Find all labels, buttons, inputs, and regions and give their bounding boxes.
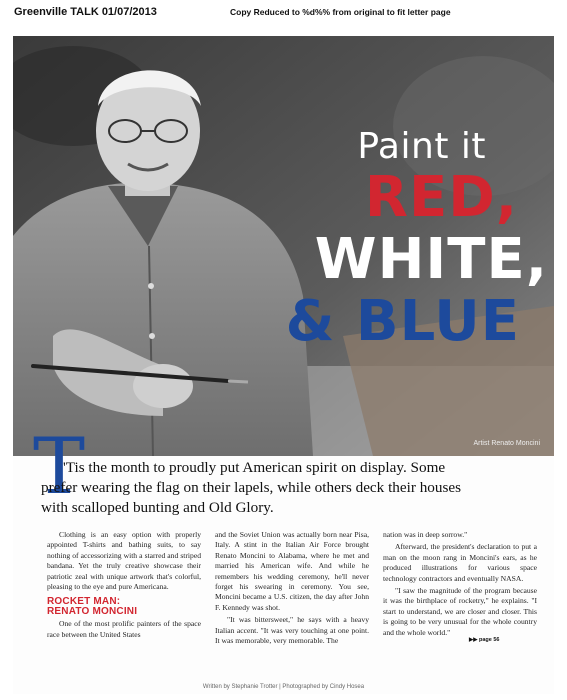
paragraph: Afterward, the president's declaration to put a man on the moon rang in Moncini's ears, as he produced illustrations for various space technology contractors and eventually NASA. — [383, 542, 537, 583]
headline-white: WHITE, — [314, 227, 548, 292]
copy-note: Copy Reduced to %d%% from original to fit letter page — [230, 7, 451, 17]
hero-photo — [13, 36, 554, 456]
continued-link[interactable]: ▶▶ page 56 — [469, 637, 500, 643]
subheading-line: RENATO MONCINI — [47, 606, 138, 618]
headline-red: RED, — [364, 165, 518, 230]
paragraph: and the Soviet Union was actually born near Pisa, Italy. A stint in the Italian Air Force brought Renato Moncini to Alabama, where he met and married his American wife. And while he remembers his wedding ceremony, he'll never forget his swearing in ceremony. You see, Moncini became a U.S. citizen, the day after John F. Kennedy was shot. — [215, 530, 369, 612]
column-2 — [215, 530, 369, 648]
headline — [203, 126, 548, 353]
page-header — [0, 6, 567, 22]
paragraph: "I saw the magnitude of the program because it was the birthplace of rocketry," he explains. "I start to understand, we are closer and closer. This is going to be very unusual for the whole country and the whole world." — [383, 586, 537, 637]
drop-cap: T — [33, 422, 86, 512]
byline-credit: Written by Stephanie Trotter | Photographed by Cindy Hosea — [202, 684, 365, 690]
lead-line: prefer wearing the flag on their lapels, while others deck their houses — [41, 479, 462, 496]
paragraph: nation was in deep sorrow." — [383, 530, 468, 539]
subheading-line: ROCKET MAN: — [47, 596, 121, 608]
paragraph: Clothing is an easy option with properly appointed T-shirts and bathing suits, to say nothing of accessorizing with a starred and striped bandana. Yet the truly creative showcase their patriotic zeal with unique artwork that's colorful, pleasing to the eye and pure Americana. — [47, 530, 201, 592]
headline-line-1: Paint it — [357, 126, 486, 167]
magazine-page — [13, 36, 554, 694]
column-3 — [383, 530, 537, 640]
subheading — [47, 597, 201, 617]
lead-line: with scalloped bunting and Old Glory. — [41, 499, 274, 516]
source-label: Greenville TALK 01/07/2013 — [14, 6, 157, 18]
headline-blue: & BLUE — [285, 289, 520, 354]
paragraph: One of the most prolific painters of the space race between the United States — [47, 619, 201, 639]
photo-caption: Artist Renato Moncini — [473, 440, 540, 447]
column-1 — [47, 530, 201, 642]
lead-paragraph — [41, 458, 546, 518]
lead-line: 'Tis the month to proudly put American spirit on display. Some — [63, 459, 446, 476]
paragraph: "It was bittersweet," he says with a heavy Italian accent. "It was very touching at one point. It was memorable, very memorable. The — [215, 615, 369, 646]
